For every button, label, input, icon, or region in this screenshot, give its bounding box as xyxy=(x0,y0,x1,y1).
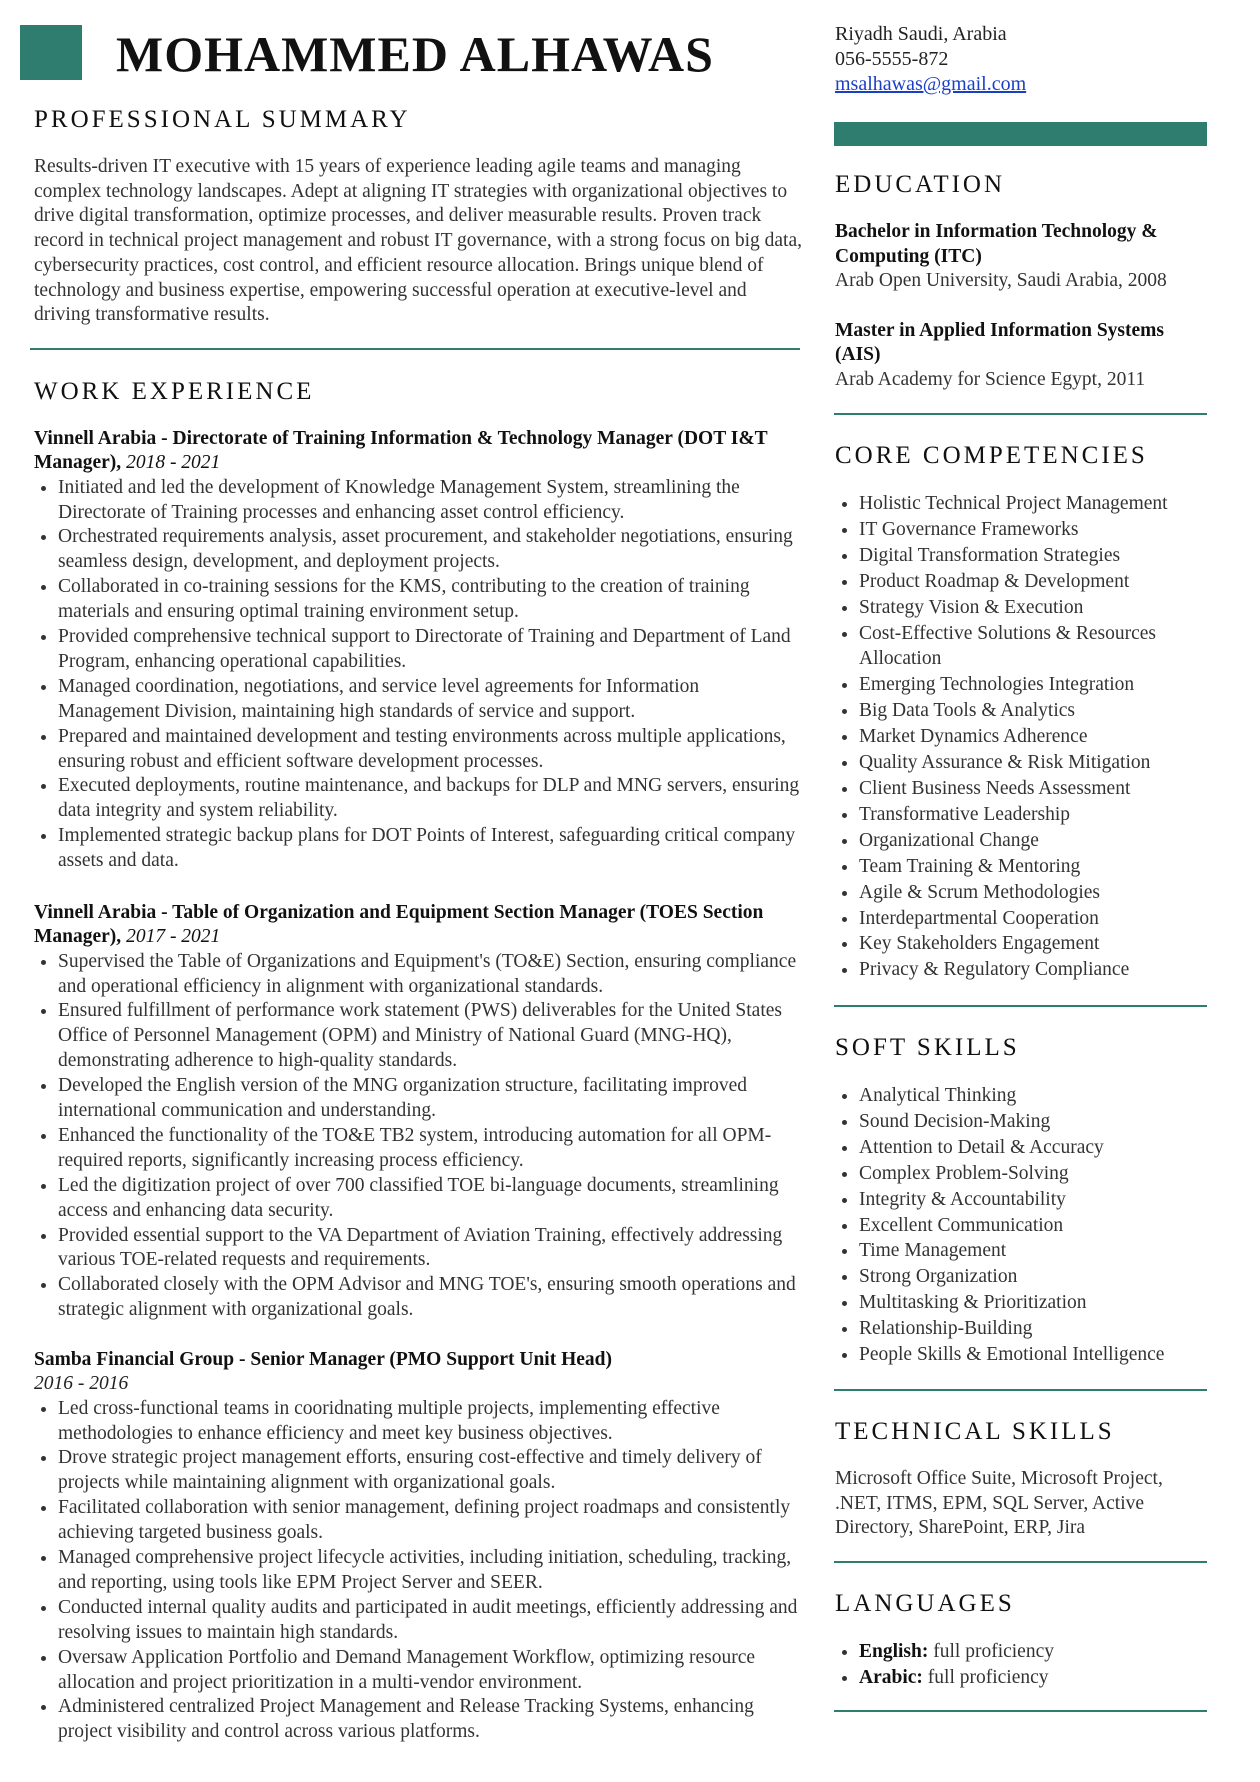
list-item: • Strong Organization xyxy=(859,1264,1210,1290)
list-item: • Relationship-Building xyxy=(859,1316,1210,1342)
list-item: • Key Stakeholders Engagement xyxy=(859,931,1210,957)
contact-info xyxy=(835,22,1026,97)
degree-entry xyxy=(835,319,1210,393)
section-heading: EDUCATION xyxy=(835,171,1006,198)
section-heading: LANGUAGES xyxy=(835,1590,1015,1617)
list-item: • Big Data Tools & Analytics xyxy=(859,698,1210,724)
job-entry xyxy=(34,427,804,874)
list-item: • Oversaw Application Portfolio and Demand Management Workflow, optimizing resource allocation and project prioritization in a multi-vendor environment. xyxy=(58,1646,804,1696)
job-entry xyxy=(34,1348,804,1745)
divider xyxy=(30,348,800,350)
list-item: • Supervised the Table of Organizations and Equipment's (TO&E) Section, ensuring compliance and operational efficiency in alignment with organizational standards. xyxy=(58,950,804,1000)
list-item: • Market Dynamics Adherence xyxy=(859,724,1210,750)
list-item: • Collaborated in co-training sessions for the KMS, contributing to the creation of training materials and ensuring optimal training environment setup. xyxy=(58,575,804,625)
list-item xyxy=(859,1639,1210,1665)
list-item: • Complex Problem-Solving xyxy=(859,1161,1210,1187)
section-heading: TECHNICAL SKILLS xyxy=(835,1418,1115,1445)
degree-school: Arab Academy for Science Egypt, 2011 xyxy=(835,368,1146,390)
education-section xyxy=(835,170,1210,392)
list-item: • Provided comprehensive technical support to Directorate of Training and Department of Land Program, enhancing operational capabilities. xyxy=(58,625,804,675)
degree-school: Arab Open University, Saudi Arabia, 2008 xyxy=(835,270,1167,291)
list-item: • Analytical Thinking xyxy=(859,1083,1210,1109)
section-heading: PROFESSIONAL SUMMARY xyxy=(34,106,411,133)
job-title: Vinnell Arabia - Table of Organization and Equipment Section Manager (TOES Section Manager), 2017 - 2021 xyxy=(34,902,764,948)
phone: 056-5555-872 xyxy=(835,48,949,70)
list-item: • Strategy Vision & Execution xyxy=(859,595,1210,621)
professional-summary-section xyxy=(34,105,804,328)
list-item: • Excellent Communication xyxy=(859,1213,1210,1239)
list-item: • Transformative Leadership xyxy=(859,802,1210,828)
list-item: • Time Management xyxy=(859,1238,1210,1264)
list-item: • Managed coordination, negotiations, and service level agreements for Information Management Division, maintaining high standards of service and support. xyxy=(58,675,804,725)
language-name: English: xyxy=(859,1641,929,1662)
divider xyxy=(834,413,1207,415)
list-item: • Administered centralized Project Management and Release Tracking Systems, enhancing project visibility and control across various platforms. xyxy=(58,1695,804,1745)
list-item: • IT Governance Frameworks xyxy=(859,517,1210,543)
list-item: • Client Business Needs Assessment xyxy=(859,776,1210,802)
list-item: • Digital Transformation Strategies xyxy=(859,543,1210,569)
list-item: • Sound Decision-Making xyxy=(859,1109,1210,1135)
list-item: • Privacy & Regulatory Compliance xyxy=(859,957,1210,983)
technical-skills-text: Microsoft Office Suite, Microsoft Project, .NET, ITMS, EPM, SQL Server, Active Directory, SharePoint, ERP, Jira xyxy=(835,1468,1163,1539)
soft-skills-section xyxy=(835,1033,1210,1368)
list-item: • Conducted internal quality audits and participated in audit meetings, efficiently addressing and resolving issues to maintain high standards. xyxy=(58,1596,804,1646)
job-title: Samba Financial Group - Senior Manager (PMO Support Unit Head) xyxy=(34,1349,613,1370)
list-item: • Led the digitization project of over 700 classified TOE bi-language documents, streamlining access and enhancing data security. xyxy=(58,1174,804,1224)
list-item: • Prepared and maintained development and testing environments across multiple applications, ensuring robust and efficient software development processes. xyxy=(58,725,804,775)
list-item: • Orchestrated requirements analysis, asset procurement, and stakeholder negotiations, ensuring seamless design, development, and deployment projects. xyxy=(58,525,804,575)
job-dates: 2018 - 2021 xyxy=(126,452,221,474)
list-item: • Led cross-functional teams in cooridnating multiple projects, implementing effective methodologies to enhance efficiency and meet key business objectives. xyxy=(58,1397,804,1447)
section-heading: WORK EXPERIENCE xyxy=(34,378,315,405)
section-heading: SOFT SKILLS xyxy=(835,1034,1020,1061)
job-dates: 2016 - 2016 xyxy=(34,1373,129,1395)
list-item: • Developed the English version of the MNG organization structure, facilitating improved international communication and understanding. xyxy=(58,1074,804,1124)
technical-skills-section xyxy=(835,1417,1210,1541)
list-item: • People Skills & Emotional Intelligence xyxy=(859,1342,1210,1368)
divider xyxy=(834,1710,1207,1712)
list-item: • Agile & Scrum Methodologies xyxy=(859,880,1210,906)
list-item xyxy=(859,1665,1210,1691)
accent-bar xyxy=(834,122,1207,146)
list-item: • Executed deployments, routine maintenance, and backups for DLP and MNG servers, ensuring data integrity and system reliability. xyxy=(58,774,804,824)
degree-entry xyxy=(835,220,1210,294)
language-name: Arabic: xyxy=(859,1667,923,1688)
section-heading: CORE COMPETENCIES xyxy=(835,442,1148,469)
list-item: • Attention to Detail & Accuracy xyxy=(859,1135,1210,1161)
language-level: full proficiency xyxy=(933,1641,1054,1662)
list-item: • Holistic Technical Project Management xyxy=(859,491,1210,517)
degree-title: Bachelor in Information Technology & Computing (ITC) xyxy=(835,221,1158,267)
list-item: • Provided essential support to the VA Department of Aviation Training, effectively addressing various TOE-related requests and requirements. xyxy=(58,1224,804,1274)
language-level: full proficiency xyxy=(927,1667,1049,1688)
work-experience-section xyxy=(34,377,804,407)
location: Riyadh Saudi, Arabia xyxy=(835,23,1007,45)
list-item: • Organizational Change xyxy=(859,828,1210,854)
languages-list xyxy=(835,1639,1210,1691)
list-item: • Initiated and led the development of Knowledge Management System, streamlining the Directorate of Training processes and enhancing asset control efficiency. xyxy=(58,476,804,526)
degree-title: Master in Applied Information Systems (AIS) xyxy=(835,319,1164,365)
job-entry xyxy=(34,901,804,1323)
job-bullets xyxy=(34,1397,804,1746)
competency-list xyxy=(835,491,1210,983)
list-item: • Team Training & Mentoring xyxy=(859,854,1210,880)
list-item: • Drove strategic project management efforts, ensuring cost-effective and timely delivery of projects while maintaining alignment with organizational goals. xyxy=(58,1446,804,1496)
summary-text: Results-driven IT executive with 15 years of experience leading agile teams and managing complex technology landscapes. Adept at aligning IT strategies with organizational objectives to drive digital transformation, optimize processes, and deliver measurable results. Proven track record in technical project management and robust IT governance, with a strong focus on big data, cybersecurity practices, cost control, and efficient resource allocation. Brings unique blend of technology and business expertise, empowering successful operation at executive-level and driving transformative results. xyxy=(34,156,803,326)
list-item: • Product Roadmap & Development xyxy=(859,569,1210,595)
job-bullets xyxy=(34,476,804,875)
list-item: • Cost-Effective Solutions & Resources Allocation xyxy=(859,621,1210,673)
list-item: • Integrity & Accountability xyxy=(859,1187,1210,1213)
candidate-name: MOHAMMED ALHAWAS xyxy=(116,26,714,82)
job-bullets xyxy=(34,950,804,1324)
list-item: • Collaborated closely with the OPM Advisor and MNG TOE's, ensuring smooth operations and strategic alignment with organizational goals. xyxy=(58,1273,804,1323)
languages-section xyxy=(835,1589,1210,1691)
list-item: • Facilitated collaboration with senior management, defining project roadmaps and consistently achieving targeted business goals. xyxy=(58,1496,804,1546)
list-item: • Managed comprehensive project lifecycle activities, including initiation, scheduling, tracking, and reporting, using tools like EPM Project Server and SEER. xyxy=(58,1546,804,1596)
job-dates: 2017 - 2021 xyxy=(126,926,221,948)
email-link[interactable]: msalhawas@gmail.com xyxy=(835,73,1027,95)
list-item: • Interdepartmental Cooperation xyxy=(859,906,1210,932)
list-item: • Ensured fulfillment of performance work statement (PWS) deliverables for the United States Office of Personnel Management (OPM) and Ministry of National Guard (MNG-HQ), demonstrating adherence to high-quality standards. xyxy=(58,999,804,1074)
core-competencies-section xyxy=(835,441,1210,983)
list-item: • Multitasking & Prioritization xyxy=(859,1290,1210,1316)
list-item: • Quality Assurance & Risk Mitigation xyxy=(859,750,1210,776)
list-item: • Emerging Technologies Integration xyxy=(859,672,1210,698)
job-title: Vinnell Arabia - Directorate of Training Information & Technology Manager (DOT I&T Manager), 2018 - 2021 xyxy=(34,428,768,474)
divider xyxy=(834,1389,1207,1391)
accent-block xyxy=(20,25,82,80)
soft-skills-list xyxy=(835,1083,1210,1368)
divider xyxy=(834,1005,1207,1007)
list-item: • Enhanced the functionality of the TO&E TB2 system, introducing automation for all OPM-required reports, significantly increasing process efficiency. xyxy=(58,1124,804,1174)
list-item: • Implemented strategic backup plans for DOT Points of Interest, safeguarding critical company assets and data. xyxy=(58,824,804,874)
divider xyxy=(834,1561,1207,1563)
